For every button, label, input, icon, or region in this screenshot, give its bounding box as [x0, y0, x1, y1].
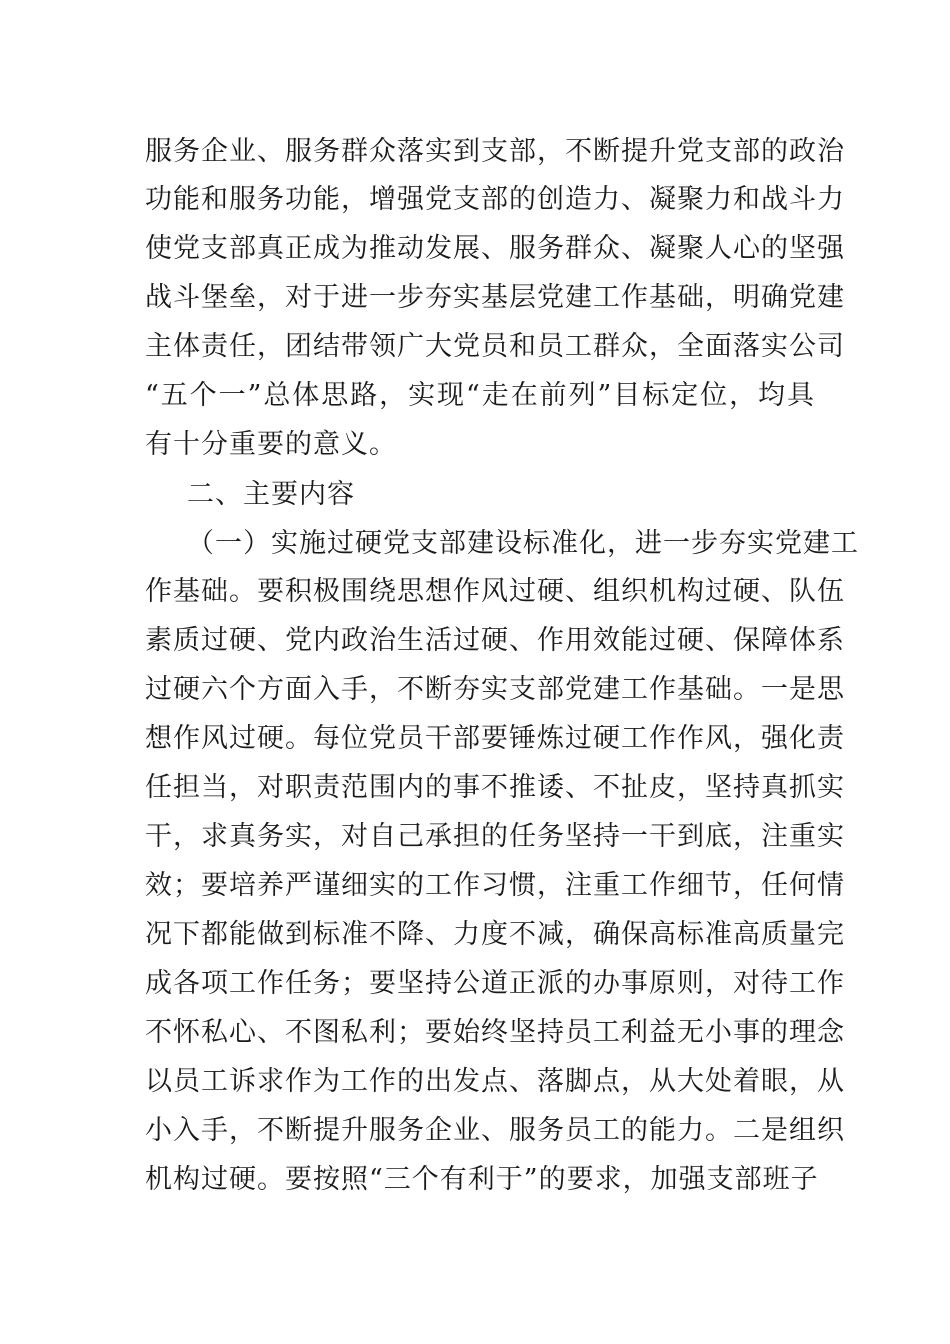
text-line: 不怀私心、不图私利；要始终坚持员工利益无小事的理念 [145, 1017, 845, 1048]
text-line: 成各项工作任务；要坚持公道正派的办事原则，对待工作 [145, 968, 845, 999]
text-line: 有十分重要的意义。 [145, 429, 397, 460]
text-line: 机构过硬。要按照“三个有利于”的要求，加强支部班子 [145, 1164, 819, 1195]
text-line: 过硬六个方面入手，不断夯实支部党建工作基础。一是思 [145, 674, 845, 705]
text-line: “五个一”总体思路，实现“走在前列”目标定位，均具 [145, 380, 815, 411]
text-line: 服务企业、服务群众落实到支部，不断提升党支部的政治 [145, 136, 845, 167]
text-line: 想作风过硬。每位党员干部要锤炼过硬工作作风，强化责 [145, 723, 845, 754]
text-line: 以员工诉求作为工作的出发点、落脚点，从大处着眼，从 [145, 1066, 845, 1097]
text-line: 主体责任，团结带领广大党员和员工群众，全面落实公司 [145, 331, 845, 362]
section-heading: 二、主要内容 [187, 479, 355, 510]
text-line: 素质过硬、党内政治生活过硬、作用效能过硬、保障体系 [145, 625, 845, 656]
text-line: 小入手，不断提升服务企业、服务员工的能力。二是组织 [145, 1115, 845, 1146]
text-line: 战斗堡垒，对于进一步夯实基层党建工作基础，明确党建 [145, 282, 845, 313]
text-line: （一）实施过硬党支部建设标准化，进一步夯实党建工 [187, 528, 859, 559]
text-line: 作基础。要积极围绕思想作风过硬、组织机构过硬、队伍 [145, 576, 845, 607]
text-line: 功能和服务功能，增强党支部的创造力、凝聚力和战斗力 [145, 184, 845, 215]
text-line: 干，求真务实，对自己承担的任务坚持一干到底，注重实 [145, 821, 845, 852]
text-line: 况下都能做到标准不降、力度不减，确保高标准高质量完 [145, 919, 845, 950]
text-line: 任担当，对职责范围内的事不推诿、不扯皮，坚持真抓实 [145, 772, 845, 803]
text-line: 使党支部真正成为推动发展、服务群众、凝聚人心的坚强 [145, 233, 845, 264]
text-line: 效；要培养严谨细实的工作习惯，注重工作细节，任何情 [145, 870, 845, 901]
